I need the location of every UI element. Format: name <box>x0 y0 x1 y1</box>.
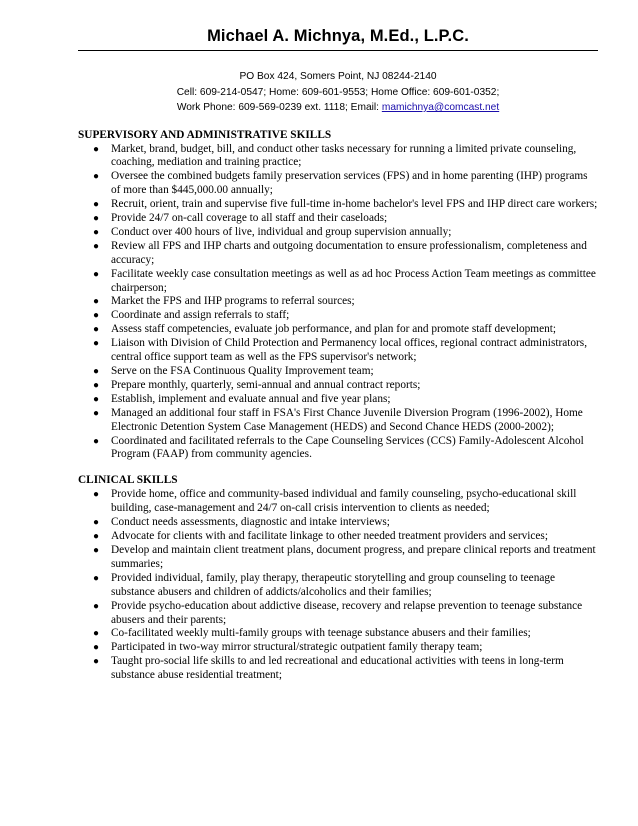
bullet-icon: ● <box>93 393 100 405</box>
bullet-icon: ● <box>93 407 100 419</box>
list-item <box>78 170 598 198</box>
list-item <box>78 516 598 530</box>
bullet-icon: ● <box>93 572 100 584</box>
list-item-text: Recruit, orient, train and supervise five full-time in-home bachelor's level FPS and IHP direct care workers; <box>111 198 598 211</box>
bullet-icon: ● <box>93 366 100 377</box>
list-item <box>78 627 598 641</box>
bullet-icon: ● <box>93 226 100 238</box>
bullet-icon: ● <box>93 199 100 211</box>
phone-line: Cell: 609-214-0547; Home: 609-601-9553; Home Office: 609-601-0352; <box>176 86 500 98</box>
list-item <box>78 530 598 544</box>
work-phone-text: Work Phone: 609-569-0239 ext. 1118; Email: <box>176 102 382 113</box>
list-item <box>78 600 598 628</box>
bullet-icon: ● <box>93 296 100 308</box>
list-item-text: Assess staff competencies, evaluate job performance, and plan for and promote staff development; <box>111 323 557 336</box>
list-item <box>78 337 598 365</box>
list-item-text: Prepare monthly, quarterly, semi-annual and annual contract reports; <box>111 378 421 391</box>
work-email-line <box>78 100 598 116</box>
bullet-icon: ● <box>93 435 100 447</box>
list-item-text: Market, brand, budget, bill, and conduct other tasks necessary for running a limited private counseling, coaching, mediation and training practice; <box>111 142 577 169</box>
list-item <box>78 572 598 600</box>
list-item-text: Oversee the combined budgets family preservation services (FPS) and in home parenting (IHP) programs of more than $445,000.00 annually; <box>111 170 588 197</box>
list-item-text: Coordinated and facilitated referrals to the Cape Counseling Services (CCS) Family-Adolescent Alcohol Program (FAAP) from community agencies. <box>111 434 584 461</box>
list-item <box>78 365 598 379</box>
list-item-text: Co-facilitated weekly multi-family groups with teenage substance abusers and their families; <box>111 627 531 640</box>
bullet-icon: ● <box>93 489 100 501</box>
section-title: SUPERVISORY AND ADMINISTRATIVE SKILLS <box>78 128 332 141</box>
header-divider <box>78 50 598 51</box>
list-item-text: Advocate for clients with and facilitate linkage to other needed treatment providers and services; <box>111 530 548 543</box>
bullet-icon: ● <box>93 656 100 668</box>
bullet-icon: ● <box>93 268 100 280</box>
email-link[interactable]: mamichnya@comcast.net <box>381 102 500 113</box>
list-item-text: Market the FPS and IHP programs to referral sources; <box>111 295 355 308</box>
list-item <box>78 226 598 240</box>
bullet-icon: ● <box>93 240 100 252</box>
bullet-icon: ● <box>93 642 100 654</box>
list-item-text: Coordinate and assign referrals to staff; <box>111 309 290 322</box>
bullet-icon: ● <box>93 213 100 225</box>
resume-name: Michael A. Michnya, M.Ed., L.P.C. <box>207 27 469 45</box>
bullet-icon: ● <box>93 338 100 350</box>
list-item <box>78 295 598 309</box>
list-item-text: Conduct over 400 hours of live, individual and group supervision annually; <box>111 225 452 238</box>
contact-block <box>78 69 598 116</box>
list-item-text: Facilitate weekly case consultation meetings as well as ad hoc Process Action Team meetings as committee chairperson; <box>111 267 596 294</box>
bullet-list <box>78 143 598 463</box>
list-item <box>78 655 598 683</box>
list-item <box>78 407 598 435</box>
bullet-icon: ● <box>93 143 100 155</box>
list-item <box>78 309 598 323</box>
bullet-list <box>78 488 598 683</box>
list-item <box>78 198 598 212</box>
list-item-text: Develop and maintain client treatment plans, document progress, and prepare clinical reports and treatment summaries; <box>111 543 596 570</box>
list-item <box>78 379 598 393</box>
bullet-icon: ● <box>93 600 100 612</box>
list-item-text: Liaison with Division of Child Protection and Permanency local offices, regional contract administrators, central office support team as well as the FPS supervisor's network; <box>111 337 588 364</box>
list-item-text: Provided individual, family, play therapy, therapeutic storytelling and group counseling to teenage substance abusers and children of addicts/alcoholics and their families; <box>111 571 556 598</box>
list-item-text: Serve on the FSA Continuous Quality Improvement team; <box>111 365 374 377</box>
list-item-text: Participated in two-way mirror structural/strategic outpatient family therapy team; <box>111 641 483 654</box>
list-item-text: Managed an additional four staff in FSA's First Chance Juvenile Diversion Program (1996-2002), Home Electronic Detention System Case Management (HEDS) and Second Chance HEDS (2000-2002); <box>111 406 583 433</box>
list-item-text: Provide 24/7 on-call coverage to all staff and their caseloads; <box>111 212 388 225</box>
list-item <box>78 641 598 655</box>
bullet-icon: ● <box>93 310 100 322</box>
address-line: PO Box 424, Somers Point, NJ 08244-2140 <box>239 71 437 82</box>
resume-sections <box>78 128 598 684</box>
section-title: CLINICAL SKILLS <box>78 474 178 487</box>
list-item-text: Conduct needs assessments, diagnostic and intake interviews; <box>111 516 390 529</box>
list-item-text: Review all FPS and IHP charts and outgoing documentation to ensure professionalism, completeness and accuracy; <box>111 239 587 266</box>
list-item <box>78 268 598 296</box>
bullet-icon: ● <box>93 171 100 183</box>
list-item <box>78 488 598 516</box>
bullet-icon: ● <box>93 628 100 640</box>
list-item <box>78 435 598 463</box>
list-item <box>78 393 598 407</box>
list-item-text: Establish, implement and evaluate annual and five year plans; <box>111 392 391 405</box>
bullet-icon: ● <box>93 324 100 336</box>
list-item <box>78 143 598 171</box>
list-item-text: Taught pro-social life skills to and led recreational and educational activities with teens in long-term substance abuse residential treatment; <box>111 655 564 682</box>
list-item-text: Provide psycho-education about addictive disease, recovery and relapse prevention to teenage substance abusers and their parents; <box>111 599 583 626</box>
list-item <box>78 544 598 572</box>
list-item-text: Provide home, office and community-based individual and family counseling, psycho-educational skill building, case-management and 24/7 on-call crisis intervention to clients as needed; <box>111 488 577 515</box>
bullet-icon: ● <box>93 379 100 391</box>
list-item <box>78 212 598 226</box>
bullet-icon: ● <box>93 531 100 543</box>
list-item <box>78 323 598 337</box>
bullet-icon: ● <box>93 517 100 529</box>
list-item <box>78 240 598 268</box>
bullet-icon: ● <box>93 544 100 556</box>
